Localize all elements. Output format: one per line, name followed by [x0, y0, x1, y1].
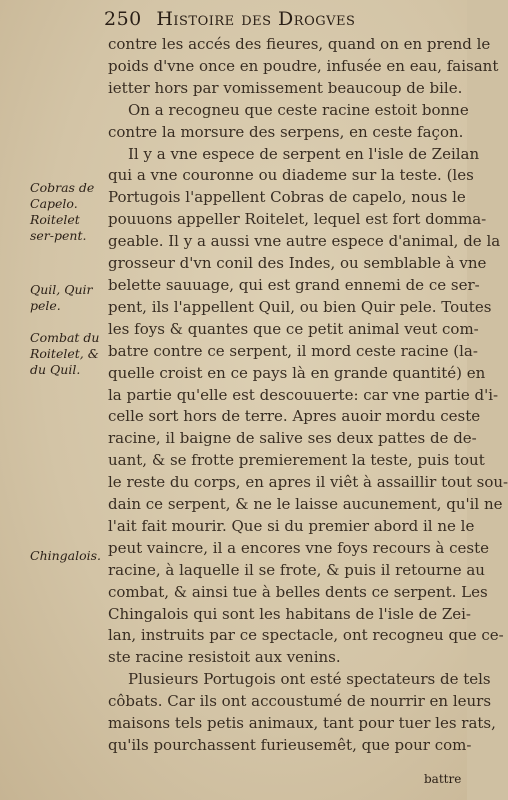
text-line: qu'ils pourchassent furieusemêt, que pour com- [108, 736, 472, 754]
text-line: l'ait fait mourir. Que si du premier abord il ne le [108, 516, 475, 535]
margin-note-chingalois: Chingalois. [30, 548, 102, 563]
text-line: Plusieurs Portugois ont esté spectateurs de tels [128, 670, 491, 689]
text-line: ietter hors par vomissement beaucoup de bile. [108, 78, 463, 97]
text-line: pent, ils l'appellent Quil, ou bien Quir pele. Toutes [108, 297, 492, 316]
text-line: peut vaincre, il a encores vne foys recours à ceste [108, 538, 490, 557]
text-line: qui a vne couronne ou diademe sur la teste. (les [108, 166, 474, 185]
text-line: lan, instruits par ce spectacle, ont recogneu que ce- [108, 626, 504, 645]
text-line: ste racine resistoit aux venins. [108, 648, 341, 667]
text-line: Portugois l'appellent Cobras de capelo, nous le [108, 188, 466, 207]
text-line: racine, à laquelle il se frote, & puis il retourne au [108, 560, 485, 579]
text-line: batre contre ce serpent, il mord ceste racine (la- [108, 341, 478, 360]
text-line: celle sort hors de terre. Apres auoir mordu ceste [108, 407, 481, 426]
text-line: racine, il baigne de salive ses deux pattes de de- [108, 429, 477, 448]
text-line: Il y a vne espece de serpent en l'isle de Zeilan [128, 144, 480, 163]
text-line: uant, & se frotte premierement la teste, puis tout [108, 451, 485, 470]
text-line: pouuons appeller Roitelet, lequel est fort domma- [108, 210, 487, 229]
text-line: les foys & quantes que ce petit animal veut com- [108, 319, 479, 338]
text-line: la partie qu'elle est descouuerte: car vne partie d'i- [108, 385, 499, 404]
text-line: Chingalois qui sont les habitans de l'isle de Zei- [108, 604, 472, 623]
text-line: On a recogneu que ceste racine estoit bonne [128, 100, 469, 119]
margin-note-cobras: Cobras de Capelo. Roitelet ser-pent. [30, 180, 95, 243]
text-line: poids d'vne once en poudre, infusée en eau, faisant [108, 56, 499, 75]
text-line: quelle croist en ce pays là en grande quantité) en [108, 363, 486, 382]
text-line: belette sauuage, qui est grand ennemi de ce ser- [108, 275, 480, 294]
main-text [108, 34, 508, 757]
margin-note-combat: Combat du Roitelet, & du Quil. [30, 330, 100, 377]
margin-note-quil: Quil, Quir pele. [30, 282, 93, 313]
text-line: contre les accés des fieures, quand on en prend le [108, 35, 491, 53]
running-title: Histoire des Drogves [156, 8, 356, 30]
text-line: maisons tels petis animaux, tant pour tuer les rats, [108, 714, 496, 733]
text-line: grosseur d'vn conil des Indes, ou semblable à vne [108, 254, 487, 273]
text-line: le reste du corps, en apres il viêt à assaillir tout sou- [108, 473, 508, 492]
page-header [104, 8, 355, 30]
page-number: 250 [104, 8, 142, 30]
text-line: dain ce serpent, & ne le laisse aucunement, qu'il ne [108, 495, 503, 514]
text-line: contre la morsure des serpens, en ceste façon. [108, 122, 464, 141]
text-line: geable. Il y a aussi vne autre espece d'animal, de la [108, 232, 501, 251]
catchword: battre [424, 772, 462, 786]
text-line: combat, & ainsi tue à belles dents ce serpent. Les [108, 582, 488, 601]
text-line: côbats. Car ils ont accoustumé de nourrir en leurs [108, 692, 492, 711]
